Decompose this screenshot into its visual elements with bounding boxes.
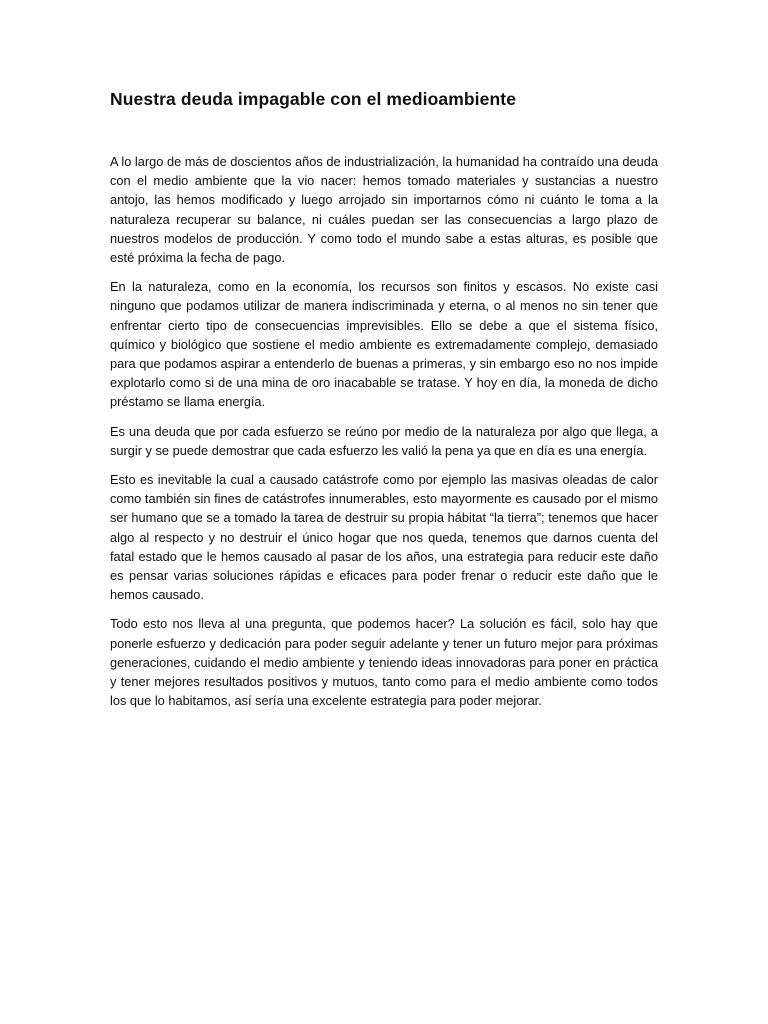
paragraph-1: A lo largo de más de doscientos años de industrialización, la humanidad ha contraído una deuda con el medio ambiente que la vio nacer: hemos tomado materiales y sustancias a nuestro antojo, las hemos modificado y luego arrojado sin importarnos cómo ni cuánto le toma a la naturaleza recuperar su balance, ni cuáles puedan ser las consecuencias a largo plazo de nuestros modelos de producción. Y como todo el mundo sabe a estas alturas, es posible que esté próxima la fecha de pago. bbox=[110, 154, 658, 266]
document-body bbox=[110, 86, 658, 720]
paragraph-3: Es una deuda que por cada esfuerzo se reúno por medio de la naturaleza por algo que llega, a surgir y se puede demostrar que cada esfuerzo les valió la pena ya que en día es una energía. bbox=[110, 423, 658, 458]
paragraph-5: Todo esto nos lleva al una pregunta, que podemos hacer? La solución es fácil, solo hay que ponerle esfuerzo y dedicación para poder seguir adelante y tener un futuro mejor para próximas generaciones, cuidando el medio ambiente y teniendo ideas innovadoras para poner en práctica y tener mejores resultados positivos y mutuos, tanto como para el medio ambiente como todos los que lo habitamos, así sería una excelente estrategia para poder mejorar. bbox=[110, 616, 658, 709]
paragraph-2: En la naturaleza, como en la economía, los recursos son finitos y escasos. No existe casi ninguno que podamos utilizar de manera indiscriminada y eterna, o al menos no sin tener que enfrentar cierto tipo de consecuencias imprevisibles. Ello se debe a que el sistema físico, químico y biológico que sostiene el medio ambiente es extremadamente complejo, demasiado para que podamos aspirar a entenderlo de buenas a primeras, y sin embargo eso no nos impide explotarlo como si de una mina de oro inacabable se tratase. Y hoy en día, la moneda de dicho préstamo se llama energía. bbox=[110, 279, 658, 410]
paragraph-4: Esto es inevitable la cual a causado catástrofe como por ejemplo las masivas oleadas de calor como también sin fines de catástrofes innumerables, esto mayormente es causado por el mismo ser humano que se a tomado la tarea de destruir su propia hábitat “la tierra”; tenemos que hacer algo al respecto y no destruir el único hogar que nos queda, tenemos que darnos cuenta del fatal estado que le hemos causado al pasar de los años, una estrategia para reducir este daño es pensar varias soluciones rápidas e eficaces para poder frenar o reducir este daño que le hemos causado. bbox=[110, 472, 658, 603]
document-title: Nuestra deuda impagable con el medioambiente bbox=[110, 89, 517, 109]
